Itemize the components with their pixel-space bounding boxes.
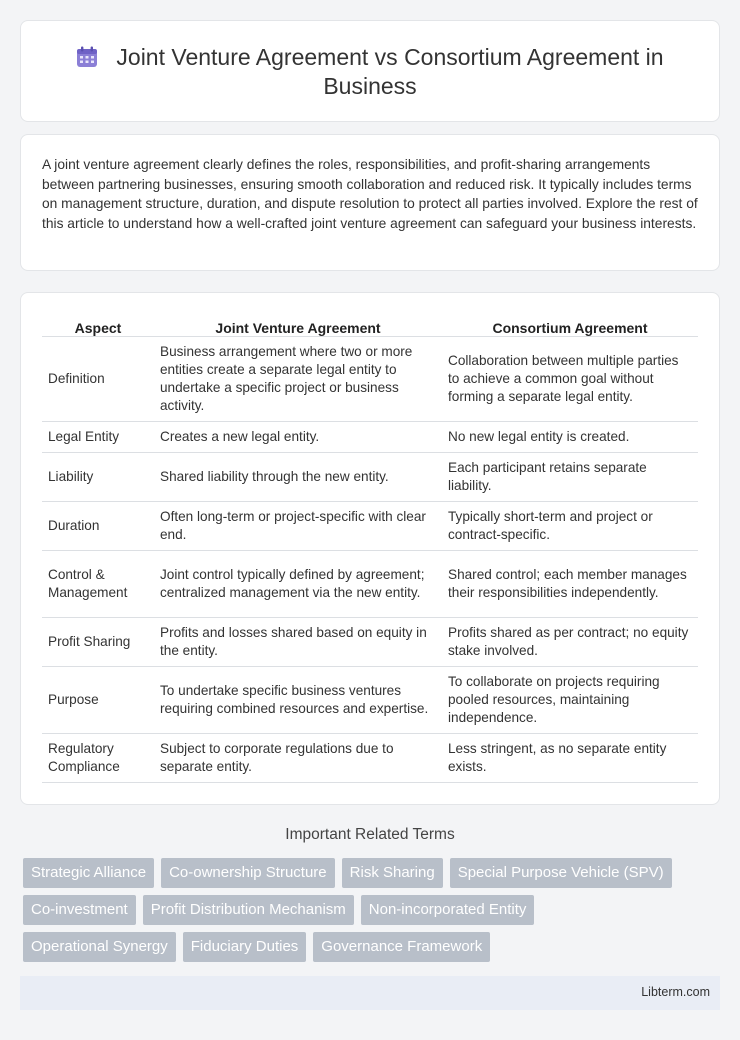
jv-cell: Profits and losses shared based on equity in the entity. [154,618,442,667]
table-row [42,618,698,667]
tag-special-purpose-vehicle[interactable]: Special Purpose Vehicle (SPV) [450,858,672,888]
comparison-table [42,315,698,783]
tag-non-incorporated-entity[interactable]: Non-incorporated Entity [361,895,535,925]
tag-row [23,858,713,888]
aspect-cell: Profit Sharing [42,618,154,667]
tag-co-investment[interactable]: Co-investment [23,895,136,925]
table-header-row [42,315,698,337]
jv-cell: Joint control typically defined by agreement; centralized management via the new entity. [154,551,442,618]
aspect-cell: Legal Entity [42,422,154,453]
aspect-cell: Control & Management [42,551,154,618]
tag-strategic-alliance[interactable]: Strategic Alliance [23,858,154,888]
title-card [20,20,720,122]
consortium-cell: No new legal entity is created. [442,422,698,453]
tag-fiduciary-duties[interactable]: Fiduciary Duties [183,932,307,962]
jv-cell: Creates a new legal entity. [154,422,442,453]
tag-operational-synergy[interactable]: Operational Synergy [23,932,176,962]
table-row [42,337,698,422]
table-row [42,422,698,453]
jv-cell: To undertake specific business ventures requiring combined resources and expertise. [154,667,442,734]
consortium-cell: Profits shared as per contract; no equity stake involved. [442,618,698,667]
table-row [42,502,698,551]
consortium-cell: Shared control; each member manages their responsibilities independently. [442,551,698,618]
footer-brand-link[interactable]: Libterm.com [641,985,710,999]
jv-cell: Shared liability through the new entity. [154,453,442,502]
header-consortium: Consortium Agreement [442,315,698,337]
table-row [42,551,698,618]
consortium-cell: Each participant retains separate liability. [442,453,698,502]
tag-risk-sharing[interactable]: Risk Sharing [342,858,443,888]
consortium-cell: To collaborate on projects requiring pooled resources, maintaining independence. [442,667,698,734]
consortium-cell: Less stringent, as no separate entity exists. [442,734,698,783]
header-joint-venture: Joint Venture Agreement [154,315,442,337]
table-row [42,734,698,783]
comparison-table-card [20,292,720,805]
jv-cell: Subject to corporate regulations due to separate entity. [154,734,442,783]
related-terms-heading: Important Related Terms [285,826,455,843]
consortium-cell: Typically short-term and project or contract-specific. [442,502,698,551]
intro-paragraph: A joint venture agreement clearly defines the roles, responsibilities, and profit-sharing arrangements between partnering businesses, ensuring smooth collaboration and reduced risk. It typically includes terms on management structure, duration, and dispute resolution to protect all parties involved. Explore the rest of this article to understand how a well-crafted joint venture agreement can safeguard your business interests. [42,157,698,232]
jv-cell: Business arrangement where two or more entities create a separate legal entity to undertake a specific project or business activity. [154,337,442,422]
tag-row [23,932,713,962]
aspect-cell: Purpose [42,667,154,734]
table-row [42,667,698,734]
tag-governance-framework[interactable]: Governance Framework [313,932,490,962]
related-terms-list [23,858,713,969]
tag-profit-distribution-mechanism[interactable]: Profit Distribution Mechanism [143,895,354,925]
calendar-grid-icon [76,46,98,68]
tag-row [23,895,713,925]
tag-co-ownership-structure[interactable]: Co-ownership Structure [161,858,335,888]
table-row [42,453,698,502]
aspect-cell: Definition [42,337,154,422]
consortium-cell: Collaboration between multiple parties to achieve a common goal without forming a separate legal entity. [442,337,698,422]
aspect-cell: Regulatory Compliance [42,734,154,783]
aspect-cell: Liability [42,453,154,502]
footer [20,976,720,1010]
intro-card [20,134,720,271]
header-aspect: Aspect [42,315,154,337]
page-title [21,43,719,101]
aspect-cell: Duration [42,502,154,551]
page-title-text: Joint Venture Agreement vs Consortium Agreement in Business [116,44,664,99]
jv-cell: Often long-term or project-specific with clear end. [154,502,442,551]
